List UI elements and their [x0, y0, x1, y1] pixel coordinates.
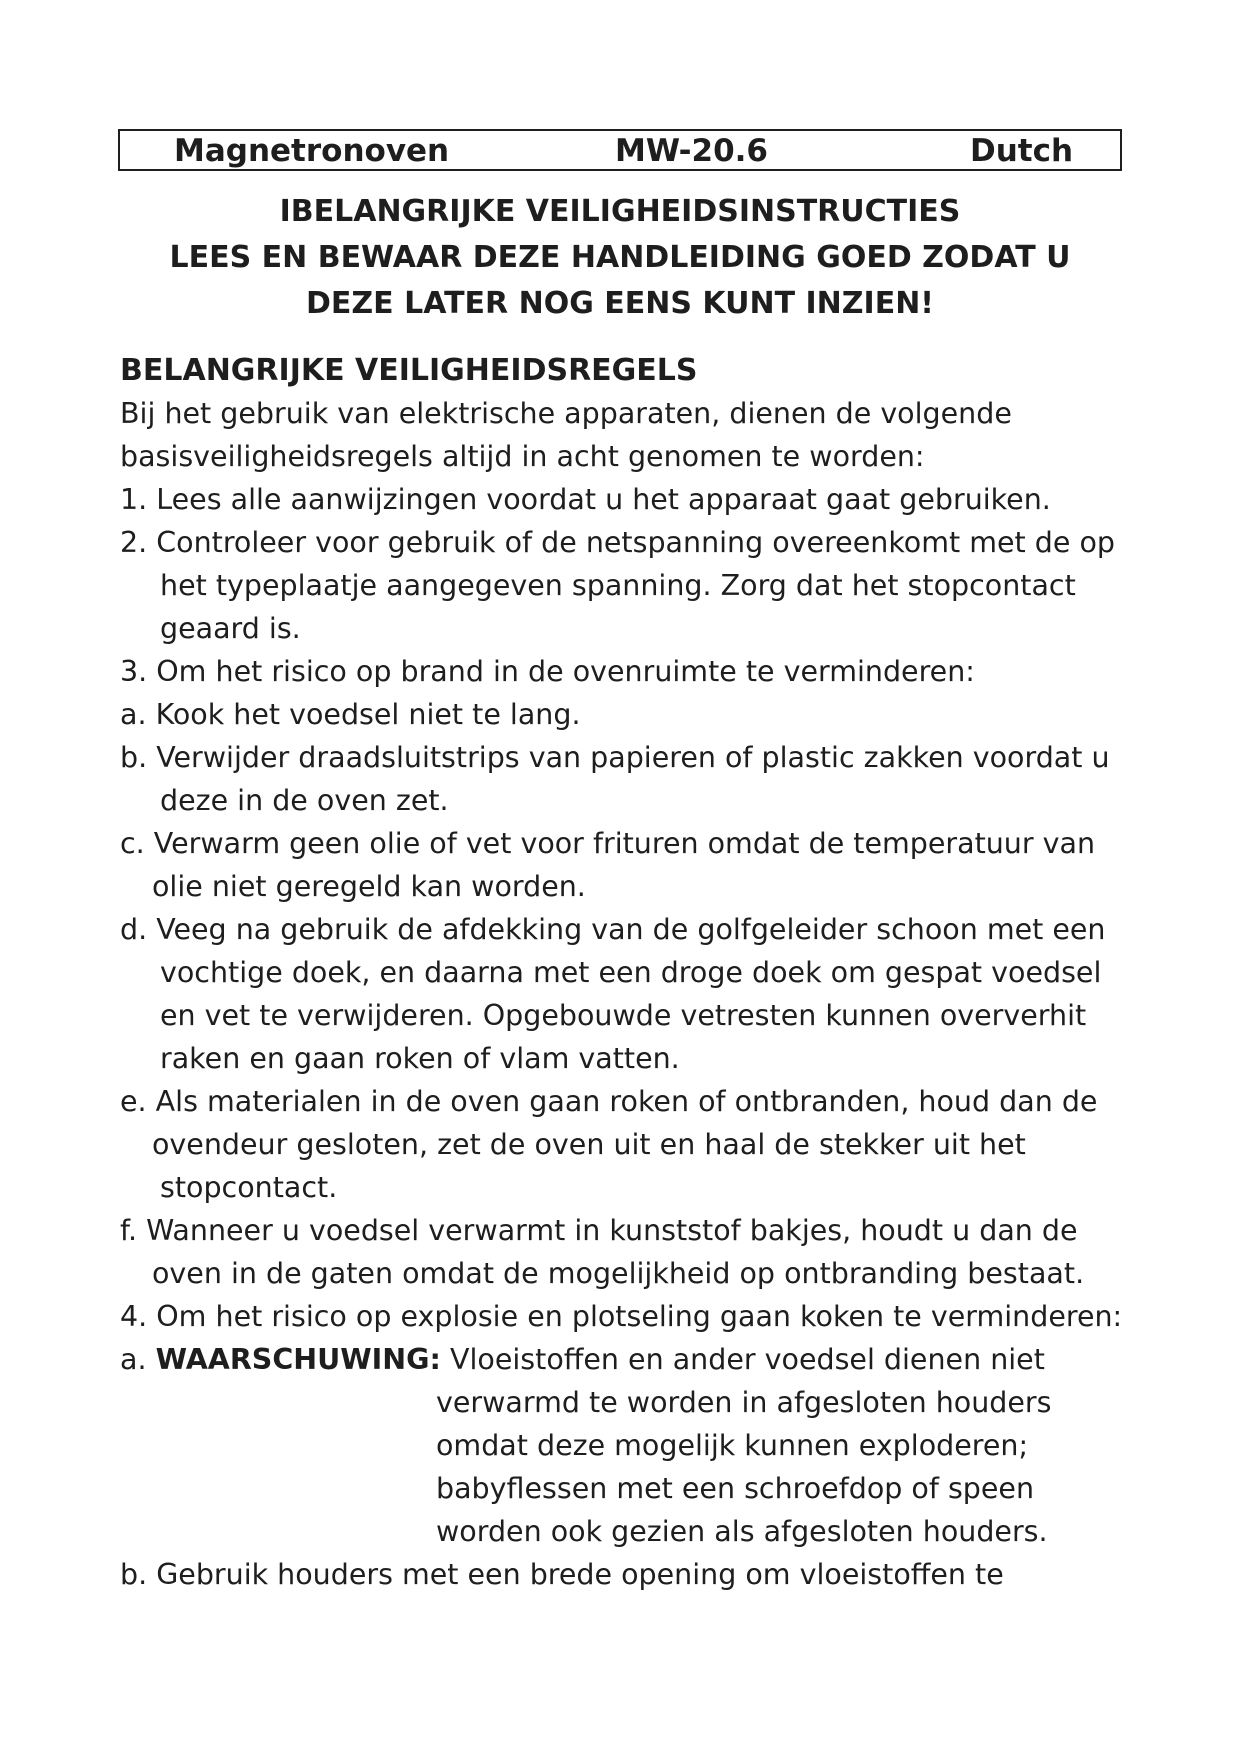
list-item-3e-cont: stopcontact. — [160, 1171, 338, 1204]
safety-rules-section — [120, 350, 1130, 1596]
list-item-3b: b. Verwijder draadsluitstrips van papieren of plastic zakken voordat u — [120, 741, 1110, 774]
list-item-4: 4. Om het risico op explosie en plotseling gaan koken te verminderen: — [120, 1300, 1123, 1333]
intro-text: Bij het gebruik van elektrische apparaten, dienen de volgende — [120, 397, 1012, 430]
list-item-3b-cont: deze in de oven zet. — [160, 784, 449, 817]
document-header — [118, 129, 1122, 171]
list-item-3c: c. Verwarm geen olie of vet voor frituren omdat de temperatuur van — [120, 827, 1096, 860]
list-item-3c-cont: olie niet geregeld kan worden. — [152, 870, 586, 903]
title-line: IBELANGRIJKE VEILIGHEIDSINSTRUCTIES — [279, 194, 961, 229]
list-item-4b: b. Gebruik houders met een brede opening om vloeistoffen te — [120, 1558, 1004, 1591]
list-item-3d-cont: en vet te verwijderen. Opgebouwde vetresten kunnen oververhit — [160, 999, 1087, 1032]
list-item-3f-cont: oven in de gaten omdat de mogelijkheid op ontbranding bestaat. — [152, 1257, 1085, 1290]
list-item-3: 3. Om het risico op brand in de ovenruimte te verminderen: — [120, 655, 975, 688]
list-item-3f: f. Wanneer u voedsel verwarmt in kunststof bakjes, houdt u dan de — [120, 1214, 1078, 1247]
list-item-3a: a. Kook het voedsel niet te lang. — [120, 698, 581, 731]
title-line: DEZE LATER NOG EENS KUNT INZIEN! — [306, 286, 934, 321]
list-item-4a — [120, 1338, 1130, 1381]
header-model: MW-20.6 — [615, 133, 769, 169]
header-language: Dutch — [970, 133, 1074, 169]
warning-text: Vloeistoffen en ander voedsel dienen niet — [440, 1343, 1045, 1376]
list-item-3d: d. Veeg na gebruik de afdekking van de golfgeleider schoon met een — [120, 913, 1106, 946]
page-title — [118, 189, 1122, 327]
warning-text-cont: babyflessen met een schroefdop of speen — [436, 1472, 1035, 1505]
header-product: Magnetronoven — [174, 133, 450, 169]
list-item-3e-cont: ovendeur gesloten, zet de oven uit en haal de stekker uit het — [152, 1128, 1026, 1161]
section-heading: BELANGRIJKE VEILIGHEIDSREGELS — [120, 353, 698, 388]
list-item-4a-prefix: a. — [120, 1343, 156, 1376]
warning-text-cont: omdat deze mogelijk kunnen exploderen; — [436, 1429, 1029, 1462]
list-item-1: 1. Lees alle aanwijzingen voordat u het apparaat gaat gebruiken. — [120, 483, 1051, 516]
warning-text-cont: worden ook gezien als afgesloten houders. — [436, 1515, 1048, 1548]
warning-label: WAARSCHUWING: — [155, 1343, 441, 1376]
warning-text-cont: verwarmd te worden in afgesloten houders — [436, 1386, 1052, 1419]
intro-text: basisveiligheidsregels altijd in acht genomen te worden: — [120, 440, 925, 473]
list-item-3d-cont: vochtige doek, en daarna met een droge doek om gespat voedsel — [160, 956, 1102, 989]
title-line: LEES EN BEWAAR DEZE HANDLEIDING GOED ZODAT U — [169, 240, 1071, 275]
list-item-3d-cont: raken en gaan roken of vlam vatten. — [160, 1042, 680, 1075]
list-item-3e: e. Als materialen in de oven gaan roken of ontbranden, houd dan de — [120, 1085, 1098, 1118]
list-item-2-cont: het typeplaatje aangegeven spanning. Zorg dat het stopcontact — [160, 569, 1076, 602]
list-item-2: 2. Controleer voor gebruik of de netspanning overeenkomt met de op — [120, 526, 1115, 559]
list-item-2-cont: geaard is. — [160, 612, 301, 645]
